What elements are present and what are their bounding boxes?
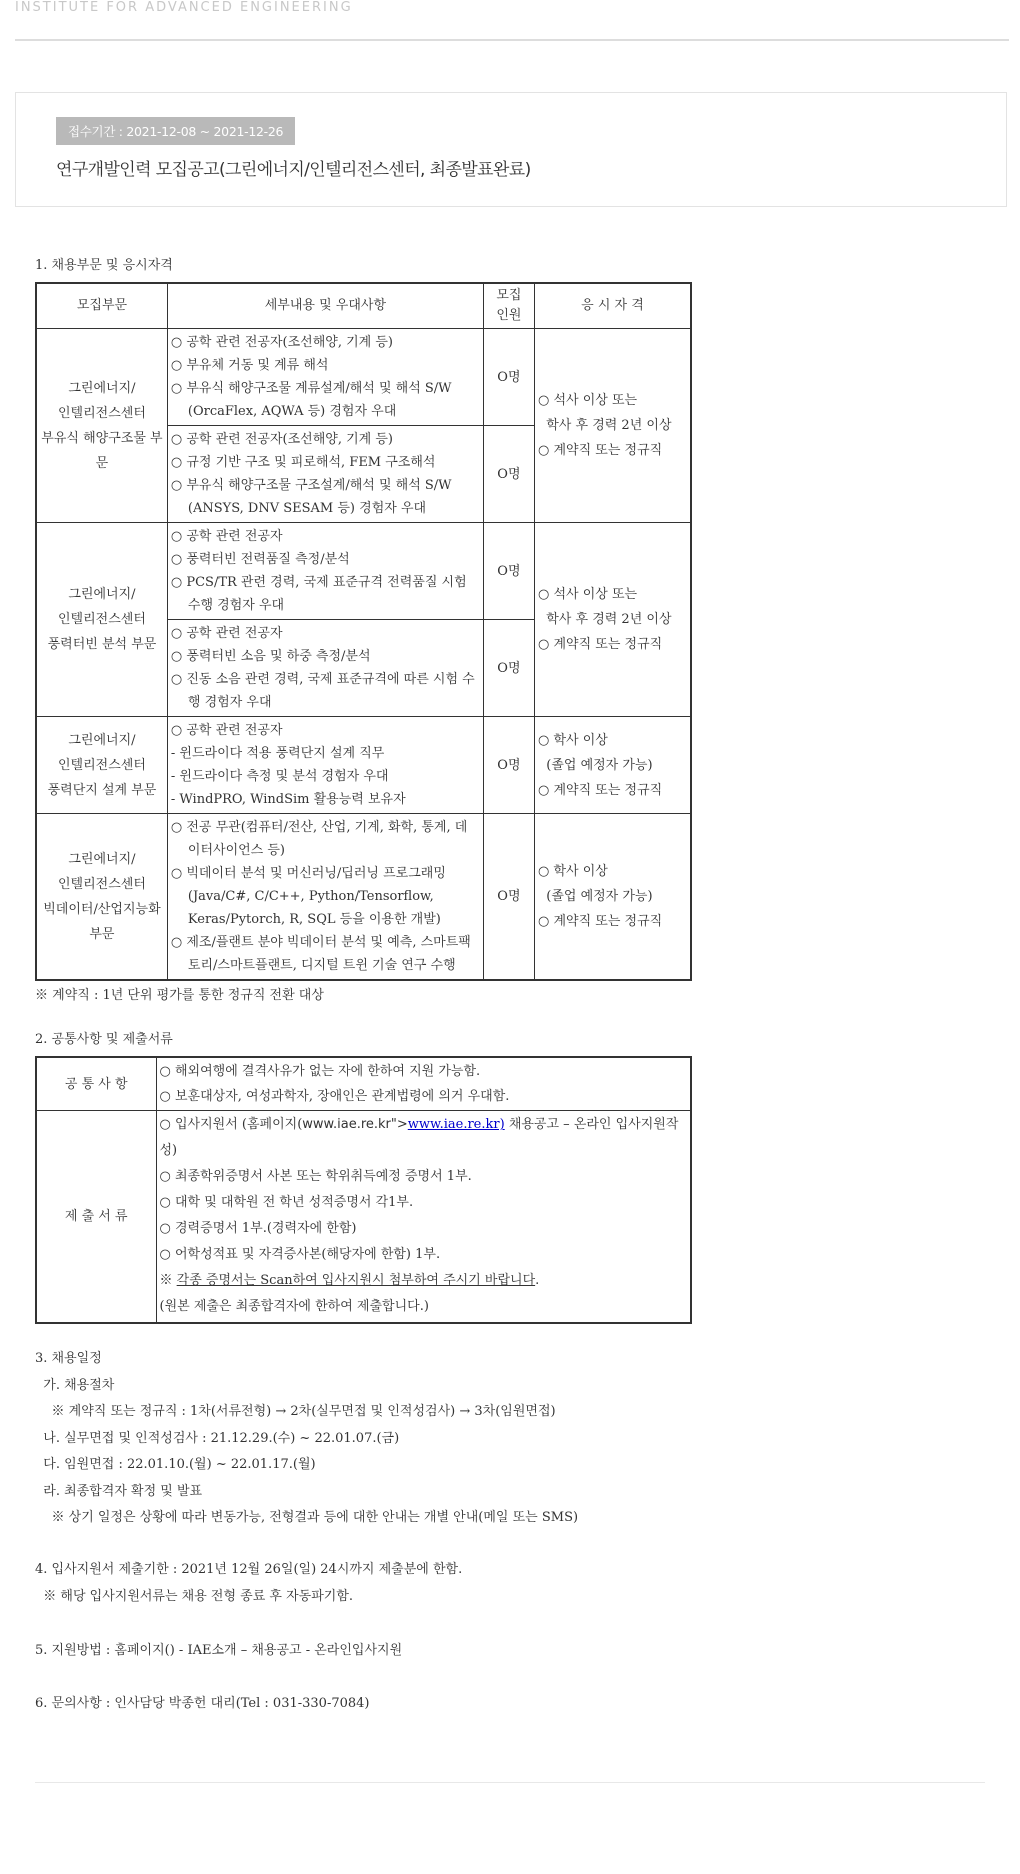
contract-note: ※ 계약직 : 1년 단위 평가를 통한 정규직 전환 대상 <box>35 988 324 1003</box>
section3-heading: 3. 채용일정 <box>35 1351 102 1366</box>
common-label: 공 통 사 항 <box>36 1057 156 1111</box>
docs-original-note: (원본 제출은 최종합격자에 한하여 제출합니다.) <box>159 1299 429 1314</box>
table-header-row <box>36 283 691 329</box>
column-header: 응 시 자 격 <box>534 283 691 329</box>
header-divider <box>15 39 1009 41</box>
docs-item-raw: www.iae.re.kr"> <box>302 1117 408 1132</box>
common-row <box>36 1057 691 1111</box>
detail-item: ○ 전공 무관(컴퓨터/전산, 산업, 기계, 화학, 통계, 데이터사이언스 등) <box>170 820 468 858</box>
count-cell: O명 <box>483 329 534 426</box>
detail-item: ○ 풍력터빈 전력품질 측정/분석 <box>170 552 350 567</box>
schedule-line: ※ 상기 일정은 상황에 따라 변동가능, 전형결과 등에 대한 안내는 개별 안내(메일 또는 SMS) <box>35 1510 579 1525</box>
table-row <box>36 523 691 620</box>
period-badge: 접수기간 : 2021-12-08 ~ 2021-12-26 <box>56 117 295 145</box>
institute-header: INSTITUTE FOR ADVANCED ENGINEERING <box>15 0 353 15</box>
details-cell <box>167 814 483 981</box>
detail-item: ○ 공학 관련 전공자(조선해양, 기계 등) <box>170 335 393 350</box>
schedule-line: 나. 실무면접 및 인적성검사 : 21.12.29.(수) ~ 22.01.07.(금) <box>35 1430 400 1446</box>
scan-note-text: 각종 증명서는 Scan하여 입사지원시 첨부하여 주시기 바랍니다 <box>176 1273 536 1288</box>
detail-item: ○ 부유식 해양구조물 구조설계/해석 및 해석 S/W (ANSYS, DNV SESAM 등) 경험자 우대 <box>170 478 452 516</box>
notice-title: 연구개발인력 모집공고(그린에너지/인텔리전스센터, 최종발표완료) <box>56 160 531 180</box>
qualification-cell: ○ 석사 이상 또는 학사 후 경력 2년 이상 ○ 계약직 또는 정규직 <box>534 329 691 523</box>
detail-item: ○ PCS/TR 관련 경력, 국제 표준규격 전력품질 시험 수행 경험자 우대 <box>170 575 467 613</box>
docs-scan-note <box>160 1268 688 1294</box>
count-cell: O명 <box>483 620 534 717</box>
column-header: 모집부문 <box>36 283 167 329</box>
detail-item: - 윈드라이다 측정 및 분석 경험자 우대 <box>170 769 389 784</box>
section6-heading: 6. 문의사항 : 인사담당 박종헌 대리(Tel : 031-330-7084) <box>35 1695 370 1711</box>
details-cell <box>167 620 483 717</box>
schedule-line: ※ 계약직 또는 정규직 : 1차(서류전형) → 2차(실무면접 및 인적성검사) → 3차(임원면접) <box>35 1404 556 1419</box>
detail-item: ○ 공학 관련 전공자 <box>170 626 283 641</box>
homepage-link[interactable]: www.iae.re.kr) <box>407 1117 505 1132</box>
common-items <box>156 1057 691 1111</box>
recruit-table <box>35 282 692 981</box>
detail-item: - WindPRO, WindSim 활용능력 보유자 <box>170 792 406 807</box>
detail-item: ○ 공학 관련 전공자(조선해양, 기계 등) <box>170 432 393 447</box>
count-cell: O명 <box>483 814 534 981</box>
detail-item: ○ 부유식 해양구조물 계류설계/해석 및 해석 S/W (OrcaFlex, AQWA 등) 경험자 우대 <box>170 381 452 419</box>
count-cell: O명 <box>483 426 534 523</box>
docs-items <box>156 1111 691 1324</box>
table-row <box>36 329 691 426</box>
column-header: 세부내용 및 우대사항 <box>167 283 483 329</box>
department-cell: 그린에너지/ 인텔리전스센터 빅데이터/산업지능화 부문 <box>36 814 167 981</box>
docs-row <box>36 1111 691 1324</box>
common-item: ○ 보훈대상자, 여성과학자, 장애인은 관계법령에 의거 우대함. <box>159 1089 510 1104</box>
docs-item-prefix: ○ 입사지원서 (홈페이지( <box>159 1117 303 1132</box>
qualification-cell: ○ 석사 이상 또는 학사 후 경력 2년 이상 ○ 계약직 또는 정규직 <box>534 523 691 717</box>
detail-item: ○ 풍력터빈 소음 및 하중 측정/분석 <box>170 649 371 664</box>
detail-item: ○ 공학 관련 전공자 <box>170 529 283 544</box>
section4-heading: 4. 입사지원서 제출기한 : 2021년 12월 26일(일) 24시까지 제출분에 한함. <box>35 1561 463 1577</box>
schedule-line: 다. 임원면접 : 22.01.10.(월) ~ 22.01.17.(월) <box>35 1457 316 1472</box>
docs-item: ○ 대학 및 대학원 전 학년 성적증명서 각1부. <box>159 1195 414 1210</box>
section1-heading: 1. 채용부문 및 응시자격 <box>35 258 173 273</box>
count-cell: O명 <box>483 523 534 620</box>
section3 <box>35 1346 985 1532</box>
common-item: ○ 해외여행에 결격사유가 없는 자에 한하여 지원 가능함. <box>159 1064 481 1079</box>
count-cell: O명 <box>483 717 534 814</box>
scan-note-prefix: ※ <box>159 1273 177 1288</box>
table-row <box>36 814 691 981</box>
detail-item: - 윈드라이다 적용 풍력단지 설계 직무 <box>170 746 385 761</box>
details-cell <box>167 717 483 814</box>
docs-label: 제 출 서 류 <box>36 1111 156 1324</box>
scan-note-suffix: . <box>535 1273 540 1288</box>
notice-content <box>35 254 985 1716</box>
department-cell: 그린에너지/ 인텔리전스센터 부유식 해양구조물 부문 <box>36 329 167 523</box>
qualification-cell: ○ 학사 이상 (졸업 예정자 가능) ○ 계약직 또는 정규직 <box>534 717 691 814</box>
detail-item: ○ 공학 관련 전공자 <box>170 723 283 738</box>
docs-item-suffix: 채용공고 – 온라인 입사지원작성) <box>159 1117 679 1158</box>
detail-item: ○ 부유체 거동 및 계류 해석 <box>170 358 329 373</box>
section4-note: ※ 해당 입사지원서류는 채용 전형 종료 후 자동파기함. <box>35 1588 354 1604</box>
department-cell: 그린에너지/ 인텔리전스센터 풍력단지 설계 부문 <box>36 717 167 814</box>
detail-item: ○ 빅데이터 분석 및 머신러닝/딥러닝 프로그래밍 (Java/C#, C/C++, Python/Tensorflow, Keras/Pytorch, R, SQL 등을 이용한 개발) <box>170 866 446 927</box>
docs-item: ○ 경력증명서 1부.(경력자에 한함) <box>159 1221 357 1236</box>
docs-item: ○ 최종학위증명서 사본 또는 학위취득예정 증명서 1부. <box>159 1169 472 1184</box>
docs-item: ○ 어학성적표 및 자격증사본(해당자에 한함) 1부. <box>159 1247 441 1262</box>
column-header: 모집 인원 <box>483 283 534 329</box>
detail-item: ○ 진동 소음 관련 경력, 국제 표준규격에 따른 시험 수행 경험자 우대 <box>170 672 475 710</box>
footer-divider <box>35 1782 985 1783</box>
table-row <box>36 717 691 814</box>
common-table <box>35 1056 692 1324</box>
section2-heading: 2. 공통사항 및 제출서류 <box>35 1032 173 1047</box>
department-cell: 그린에너지/ 인텔리전스센터 풍력터빈 분석 부문 <box>36 523 167 717</box>
details-cell <box>167 426 483 523</box>
detail-item: ○ 제조/플랜트 분야 빅데이터 분석 및 예측, 스마트팩토리/스마트플랜트, 디지털 트윈 기술 연구 수행 <box>170 935 471 973</box>
qualification-cell: ○ 학사 이상 (졸업 예정자 가능) ○ 계약직 또는 정규직 <box>534 814 691 981</box>
section5-heading: 5. 지원방법 : 홈페이지() - IAE소개 – 채용공고 - 온라인입사지원 <box>35 1642 403 1658</box>
schedule-line: 라. 최종합격자 확정 및 발표 <box>35 1483 203 1499</box>
docs-item-application <box>160 1112 688 1164</box>
notice-card <box>15 92 1007 207</box>
schedule-line: 가. 채용절차 <box>35 1377 115 1393</box>
details-cell <box>167 523 483 620</box>
detail-item: ○ 규정 기반 구조 및 피로해석, FEM 구조해석 <box>170 455 436 470</box>
details-cell <box>167 329 483 426</box>
